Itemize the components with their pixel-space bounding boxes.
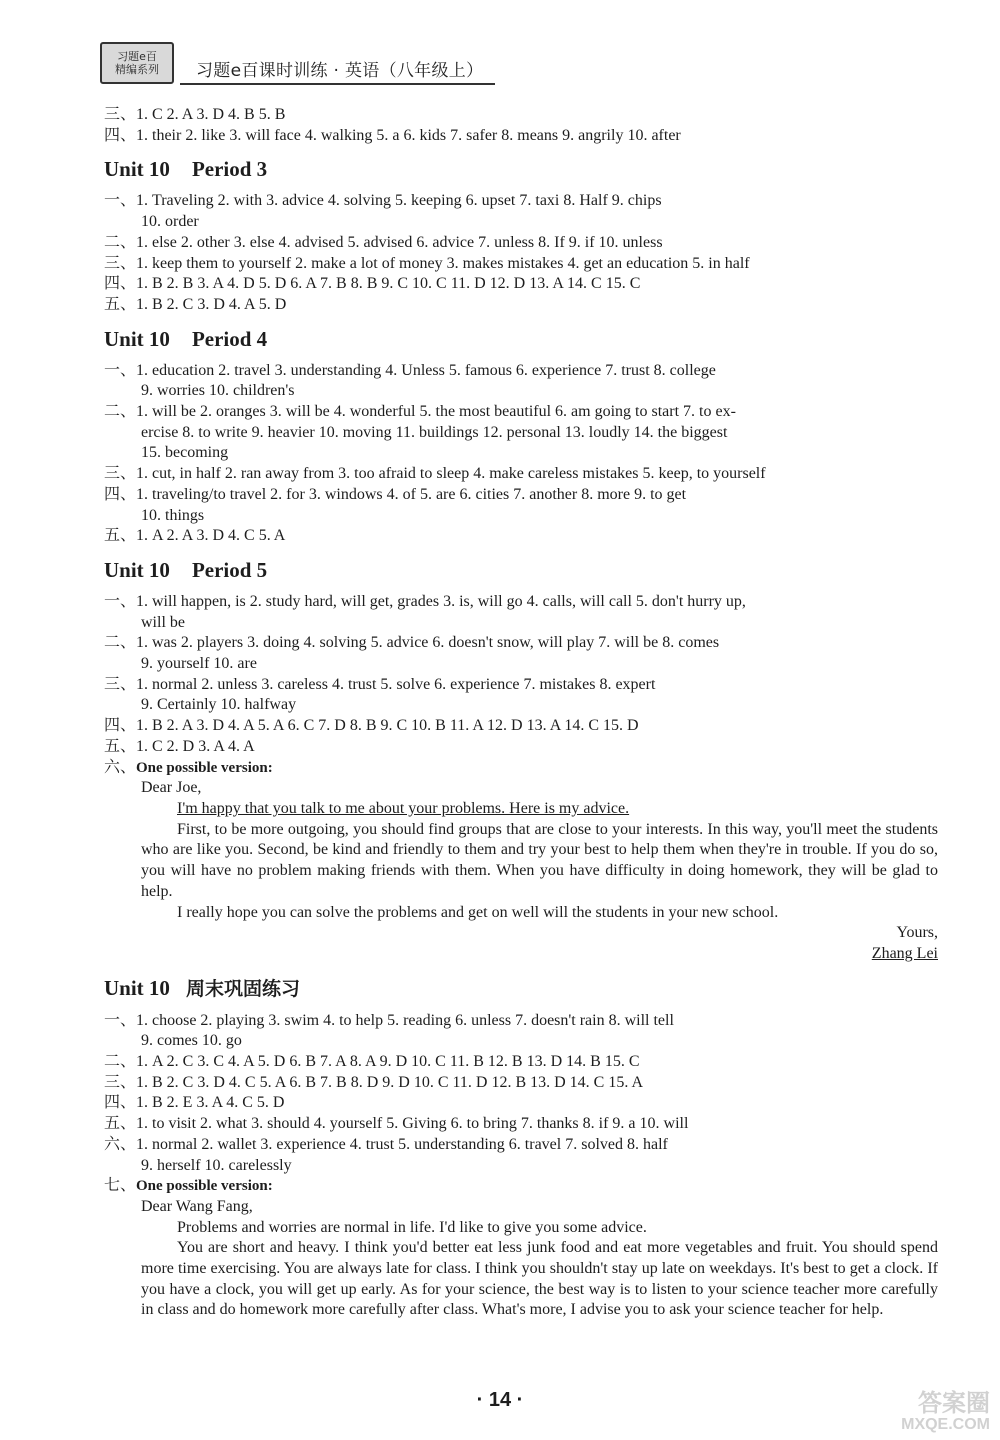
answer-line: 四、1. B 2. B 3. A 4. D 5. D 6. A 7. B 8. B 9. C 10. C 11. D 12. D 13. A 14. C 15. C [104,275,641,293]
question-number: 七、 [104,1177,137,1195]
answer-line [104,758,938,779]
unit-label: Unit 10 [104,157,170,182]
letter-paragraph: You are short and heavy. I think you'd better eat less junk food and eat more vegetables and fruit. You should spend more time exercising. You are always late for class. I think you shouldn't stay up late on weekdays. It's best to get a clock. If you have a clock, you will get up early. As for your science, the best way is to listen to your science teacher more carefully in class and do homework more carefully after class. What's more, I advise you to ask your science teacher for help. [141,1239,938,1319]
version-label: One possible version: [136,759,273,776]
answer-line: 三、1. normal 2. unless 3. careless 4. trust 5. solve 6. experience 7. mistakes 8. expert [104,675,656,693]
sample-letter-2 [104,1197,938,1321]
unit-label: Unit 10 [104,557,170,582]
answer-line: ercise 8. to write 9. heavier 10. moving 11. buildings 12. personal 13. loudly 14. the biggest [141,423,728,441]
page-header [100,42,495,88]
watermark-logo-text: 答案圈 [918,1389,990,1417]
answer-line: 六、1. normal 2. wallet 3. experience 4. trust 5. understanding 6. travel 7. solved 8. half [104,1135,668,1153]
answer-line: 四、1. their 2. like 3. will face 4. walking 5. a 6. kids 7. safer 8. means 9. angrily 10. after [104,126,681,144]
answer-line: 三、1. cut, in half 2. ran away from 3. too afraid to sleep 4. make careless mistakes 5. keep, to yourself [104,465,766,483]
letter-paragraph: First, to be more outgoing, you should find groups that are close to your interests. In this way, you'll meet the students who are like you. Second, be kind and friendly to them and try your best to help them when they're in trouble. If you do so, you will have no problem making friends with them. When you have difficulty in doing homework, they will be glad to help. [141,820,938,900]
question-number: 六、 [104,758,137,776]
answer-line: 三、1. B 2. C 3. D 4. C 5. A 6. B 7. B 8. D 9. D 10. C 11. D 12. B 13. D 14. C 15. A [104,1073,644,1091]
letter-greeting: Dear Joe, [141,779,202,797]
book-title: 习题e百课时训练 · 英语（八年级上） [196,61,484,81]
answer-line: 五、1. B 2. C 3. D 4. A 5. D [104,295,287,313]
answer-line: 四、1. B 2. A 3. D 4. A 5. A 6. C 7. D 8. B 9. C 10. B 11. A 12. D 13. A 14. C 15. D [104,717,639,735]
answer-line: 一、1. will happen, is 2. study hard, will get, grades 3. is, will go 4. calls, will call 5. don't hurry up, [104,592,746,610]
answer-line: 四、1. traveling/to travel 2. for 3. windows 4. of 5. are 6. cities 7. another 8. more 9. to get [104,485,687,503]
answer-line: 10. things [141,506,205,524]
answer-content [104,105,938,1321]
answer-line: 三、1. C 2. A 3. D 4. B 5. B [104,106,286,123]
letter-paragraph: Problems and worries are normal in life. I'd like to give you some advice. [177,1218,647,1236]
period-label: Period 4 [191,326,268,351]
answer-line: 9. Certainly 10. halfway [141,696,297,714]
answer-line: 一、1. choose 2. playing 3. swim 4. to help 5. reading 6. unless 7. doesn't rain 8. will tell [104,1011,674,1029]
answer-line: 五、1. to visit 2. what 3. should 4. yourself 5. Giving 6. to bring 7. thanks 8. if 9. a 10. will [104,1115,689,1133]
answer-line: 五、1. C 2. D 3. A 4. A [104,737,255,755]
letter-paragraph: I really hope you can solve the problems and get on well will the students in your new school. [177,903,779,921]
answer-line: 9. yourself 10. are [141,655,257,673]
answer-line: 二、1. was 2. players 3. doing 4. solving 5. advice 6. doesn't snow, will play 7. will be 8. comes [104,634,720,652]
period-label: 周末巩固练习 [185,977,300,1000]
section-heading [104,975,938,1002]
unit-label: Unit 10 [104,326,170,351]
logo-line-2: 精编系列 [115,63,159,76]
answer-line: 9. worries 10. children's [141,382,295,400]
letter-closing: Yours, [896,924,938,942]
header-divider [180,83,495,85]
logo-line-1: 习题e百 [117,50,157,63]
page-number: · 14 · [476,1389,524,1411]
answer-line: 9. comes 10. go [141,1032,242,1050]
site-watermark [820,1390,990,1434]
letter-greeting: Dear Wang Fang, [141,1197,253,1215]
answer-line: 一、1. education 2. travel 3. understanding 4. Unless 5. famous 6. experience 7. trust 8. college [104,361,716,379]
answer-line: 二、1. else 2. other 3. else 4. advised 5. advised 6. advice 7. unless 8. If 9. if 10. unless [104,233,663,251]
section-heading [104,557,938,583]
section-heading [104,326,938,352]
answer-line: 一、1. Traveling 2. with 3. advice 4. solving 5. keeping 6. upset 7. taxi 8. Half 9. chips [104,192,662,210]
answer-line: 三、1. keep them to yourself 2. make a lot of money 3. makes mistakes 4. get an education 5. in half [104,254,750,272]
letter-signature: Zhang Lei [871,944,938,962]
sample-letter-1 [104,778,938,964]
unit-label: Unit 10 [104,975,170,1000]
answer-line: 10. order [141,213,199,231]
answer-line: 15. becoming [141,444,229,462]
letter-paragraph: I'm happy that you talk to me about your problems. Here is my advice. [177,799,630,817]
answer-line: 9. herself 10. carelessly [141,1156,292,1174]
watermark-url: MXQE.COM [901,1416,990,1433]
answer-line: 四、1. B 2. E 3. A 4. C 5. D [104,1094,285,1112]
version-label: One possible version: [136,1178,273,1195]
section-heading [104,156,938,182]
answer-line: will be [141,613,185,631]
answer-line: 二、1. will be 2. oranges 3. will be 4. wonderful 5. the most beautiful 6. am going to start 7. to ex- [104,403,736,421]
period-label: Period 5 [191,557,268,582]
answer-line [104,1176,938,1197]
answer-line: 五、1. A 2. A 3. D 4. C 5. A [104,527,286,545]
series-logo [100,42,174,84]
period-label: Period 3 [191,157,268,182]
answer-line: 二、1. A 2. C 3. C 4. A 5. D 6. B 7. A 8. A 9. D 10. C 11. B 12. B 13. D 14. B 15. C [104,1053,640,1071]
